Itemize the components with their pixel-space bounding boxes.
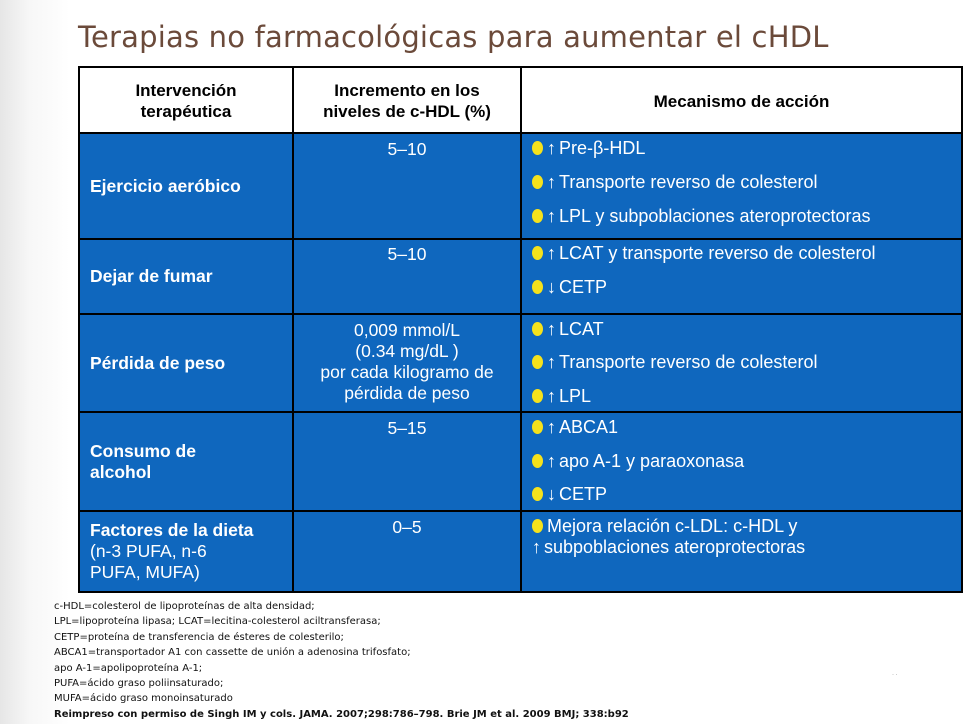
- row-label-subline: (n-3 PUFA, n-6: [90, 541, 207, 561]
- bullet-icon: [532, 355, 543, 369]
- bullet-icon: [532, 454, 543, 468]
- row-increment-peso: [294, 320, 520, 404]
- header-increment-line1: Incremento en los: [334, 81, 480, 100]
- row-divider: [80, 411, 961, 413]
- arrow-up-icon: ↑: [547, 417, 556, 437]
- arrow-up-icon: ↑: [547, 172, 556, 192]
- mechanism-text: LCAT y transporte reverso de colesterol: [559, 243, 876, 263]
- mechanism-item: [532, 417, 618, 438]
- arrow-up-icon: ↑: [547, 206, 556, 226]
- mechanism-text: LCAT: [559, 319, 604, 339]
- bullet-icon: [532, 487, 543, 501]
- mechanism-text: Transporte reverso de colesterol: [559, 172, 818, 192]
- increment-line: (0.34 mg/dL ): [355, 341, 459, 361]
- mechanism-item: [532, 243, 875, 264]
- increment-line: 0,009 mmol/L: [353, 320, 461, 340]
- mechanism-text: CETP: [559, 277, 608, 297]
- header-intervention: [80, 68, 292, 134]
- bullet-icon: [532, 519, 543, 533]
- column-divider: [520, 68, 522, 591]
- header-increment-line2: niveles de c-HDL (%): [323, 102, 491, 121]
- mechanism-text: Mejora relación c-LDL: c-HDL y: [547, 516, 798, 536]
- row-label-peso: Pérdida de peso: [90, 353, 226, 373]
- page-title: Terapias no farmacológicas para aumentar el cHDL: [78, 20, 829, 54]
- corner-badge: [874, 652, 924, 696]
- footnote: PUFA=ácido graso poliinsaturado;: [54, 678, 224, 690]
- footnote: MUFA=ácido graso monoinsaturado: [54, 693, 233, 705]
- bullet-icon: [532, 322, 543, 336]
- row-label-ejercicio: Ejercicio aeróbico: [90, 176, 241, 196]
- header-increment: [294, 68, 520, 134]
- badge-text: · ·: [892, 672, 898, 678]
- row-increment-alcohol: 5–15: [387, 418, 427, 438]
- row-label-line: Consumo de: [90, 441, 196, 461]
- mechanism-text: Transporte reverso de colesterol: [559, 352, 818, 372]
- row-divider: [80, 510, 961, 512]
- row-label-line: Factores de la dieta: [90, 520, 254, 540]
- mechanism-item: [532, 386, 591, 407]
- arrow-up-icon: ↑: [547, 243, 556, 263]
- arrow-up-icon: ↑: [547, 138, 556, 158]
- mechanism-item: [532, 172, 817, 193]
- row-divider: [80, 132, 961, 134]
- mechanism-item: [532, 451, 744, 472]
- row-divider: [80, 313, 961, 315]
- arrow-up-icon: ↑: [547, 386, 556, 406]
- bullet-icon: [532, 246, 543, 260]
- row-increment-dieta: 0–5: [392, 517, 422, 537]
- row-label-alcohol: [90, 441, 196, 483]
- mechanism-item: [532, 206, 871, 227]
- footnote: apo A-1=apolipoproteína A-1;: [54, 662, 203, 674]
- arrow-up-icon: ↑: [547, 352, 556, 372]
- footnote: c-HDL=colesterol de lipoproteínas de alta densidad;: [54, 601, 315, 612]
- arrow-up-icon: ↑: [532, 537, 541, 557]
- row-label-subline: PUFA, MUFA): [90, 562, 200, 582]
- footnote: LPL=lipoproteína lipasa; LCAT=lecitina-colesterol aciltransferasa;: [54, 616, 381, 628]
- header-mechanism: [522, 68, 961, 134]
- bullet-icon: [532, 209, 543, 223]
- increment-line: por cada kilogramo de: [320, 362, 494, 382]
- increment-line: pérdida de peso: [344, 383, 470, 403]
- mechanism-item: [532, 277, 607, 298]
- header-intervention-line2: terapéutica: [140, 102, 232, 121]
- row-label-dieta: [90, 520, 253, 583]
- bullet-icon: [532, 420, 543, 434]
- footnote: CETP=proteína de transferencia de ésteres de colesterilo;: [54, 631, 344, 643]
- arrow-up-icon: ↑: [547, 319, 556, 339]
- therapy-table: [78, 66, 963, 593]
- row-increment-fumar: 5–10: [387, 244, 427, 264]
- mechanism-text: Pre-β-HDL: [559, 138, 646, 158]
- row-increment-ejercicio: 5–10: [387, 139, 427, 159]
- mechanism-item: [532, 138, 645, 159]
- mechanism-item: [532, 484, 607, 505]
- reference: Reimpreso con permiso de Singh IM y cols. JAMA. 2007;298:786–798. Brie JM et al. 2009 BMJ; 338:b92: [54, 708, 629, 720]
- bullet-icon: [532, 175, 543, 189]
- mechanism-text: ABCA1: [559, 417, 619, 437]
- row-label-fumar: Dejar de fumar: [90, 266, 213, 286]
- mechanism-item: [532, 352, 817, 373]
- header-mechanism-label: Mecanismo de acción: [653, 91, 830, 111]
- mechanism-text: LPL: [559, 386, 592, 406]
- mechanism-item: [532, 319, 604, 340]
- bullet-icon: [532, 280, 543, 294]
- mechanism-text: subpoblaciones ateroprotectoras: [544, 537, 806, 557]
- mechanism-item: [532, 516, 805, 558]
- arrow-up-icon: ↑: [547, 451, 556, 471]
- arrow-down-icon: ↓: [547, 277, 556, 297]
- bullet-icon: [532, 389, 543, 403]
- row-label-line: alcohol: [90, 462, 152, 482]
- footnote: ABCA1=transportador A1 con cassette de unión a adenosina trifosfato;: [54, 647, 411, 659]
- bullet-icon: [532, 141, 543, 155]
- footnotes: [54, 599, 629, 722]
- header-intervention-line1: Intervención: [135, 81, 237, 100]
- mechanism-text: apo A-1 y paraoxonasa: [559, 451, 745, 471]
- mechanism-text: CETP: [559, 484, 608, 504]
- arrow-down-icon: ↓: [547, 484, 556, 504]
- row-divider: [80, 238, 961, 240]
- mechanism-text: LPL y subpoblaciones ateroprotectoras: [559, 206, 871, 226]
